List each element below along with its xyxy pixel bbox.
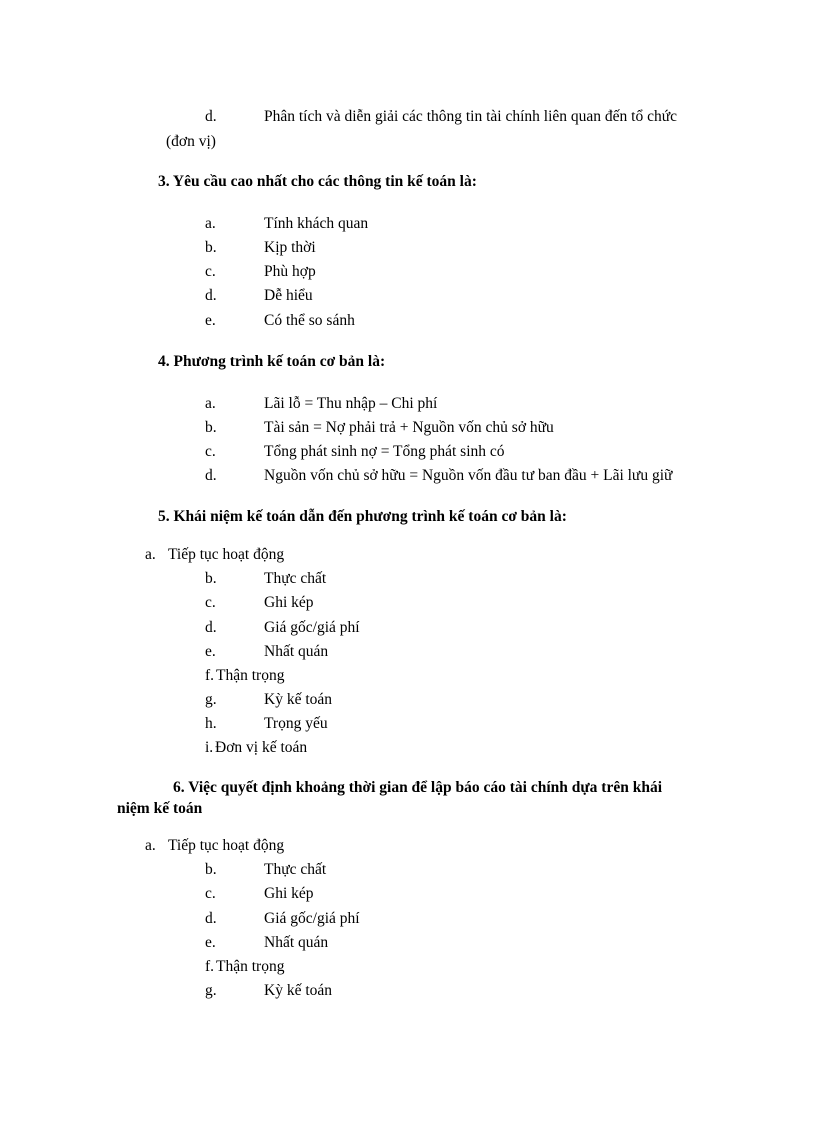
option-text: Thực chất (264, 570, 327, 587)
option-letter: e. (205, 643, 216, 660)
option-text: Nguồn vốn chủ sở hữu = Nguồn vốn đầu tư ban đầu + Lãi lưu giữ (264, 467, 673, 484)
question-6-title: 6. Việc quyết định khoảng thời gian để lập báo cáo tài chính dựa trên khái (173, 779, 663, 796)
option-letter: c. (205, 263, 216, 280)
option-letter: a. (205, 395, 216, 412)
option-letter: b. (205, 419, 217, 436)
question-3-title: 3. Yêu cầu cao nhất cho các thông tin kế toán là: (158, 173, 477, 190)
option-text: Tài sản = Nợ phải trả + Nguồn vốn chủ sở hữu (264, 419, 554, 436)
option-letter: e. (205, 934, 216, 951)
option-text: Đơn vị kế toán (215, 739, 308, 756)
option-text: Tính khách quan (264, 215, 369, 232)
option-text: Phù hợp (264, 263, 316, 280)
option-text: Trọng yếu (264, 715, 328, 732)
option-letter: b. (205, 570, 217, 587)
option-letter: d. (205, 108, 217, 125)
option-text: Kịp thời (264, 239, 316, 256)
option-text: Thận trọng (216, 958, 285, 975)
option-text: Ghi kép (264, 594, 314, 611)
option-letter: g. (205, 691, 217, 708)
option-letter: d. (205, 467, 217, 484)
option-text: Thực chất (264, 861, 327, 878)
option-letter: d. (205, 910, 217, 927)
question-6-title-continuation: niệm kế toán (117, 800, 203, 817)
question-5-title: 5. Khái niệm kế toán dẫn đến phương trình kế toán cơ bản là: (158, 508, 567, 525)
option-letter: c. (205, 594, 216, 611)
option-letter: h. (205, 715, 217, 732)
option-text: Tiếp tục hoạt động (168, 837, 285, 854)
option-text: Lãi lỗ = Thu nhập – Chi phí (264, 395, 438, 412)
option-letter: i. (205, 739, 214, 756)
option-text: Giá gốc/giá phí (264, 910, 360, 927)
option-letter: b. (205, 861, 217, 878)
option-text: Dễ hiểu (264, 287, 313, 304)
option-letter: a. (145, 837, 156, 854)
option-text: Nhất quán (264, 934, 329, 951)
option-letter: a. (145, 546, 156, 563)
option-text: Nhất quán (264, 643, 329, 660)
option-letter: c. (205, 885, 216, 902)
option-text: Tiếp tục hoạt động (168, 546, 285, 563)
option-letter: g. (205, 982, 217, 999)
option-text: Thận trọng (216, 667, 285, 684)
option-text: Kỳ kế toán (264, 982, 333, 999)
option-letter: e. (205, 312, 216, 329)
option-letter: b. (205, 239, 217, 256)
option-text: Tổng phát sinh nợ = Tổng phát sinh có (264, 443, 505, 460)
option-text: Có thể so sánh (264, 312, 355, 329)
option-letter: d. (205, 287, 217, 304)
option-text-continuation: (đơn vị) (166, 133, 216, 150)
option-letter: a. (205, 215, 216, 232)
option-letter: d. (205, 619, 217, 636)
option-text: Phân tích và diễn giải các thông tin tài chính liên quan đến tổ chức (264, 108, 678, 125)
option-text: Giá gốc/giá phí (264, 619, 360, 636)
option-letter: f. (205, 958, 215, 975)
option-text: Kỳ kế toán (264, 691, 333, 708)
option-letter: f. (205, 667, 215, 684)
question-4-title: 4. Phương trình kế toán cơ bản là: (158, 353, 386, 370)
option-text: Ghi kép (264, 885, 314, 902)
option-letter: c. (205, 443, 216, 460)
